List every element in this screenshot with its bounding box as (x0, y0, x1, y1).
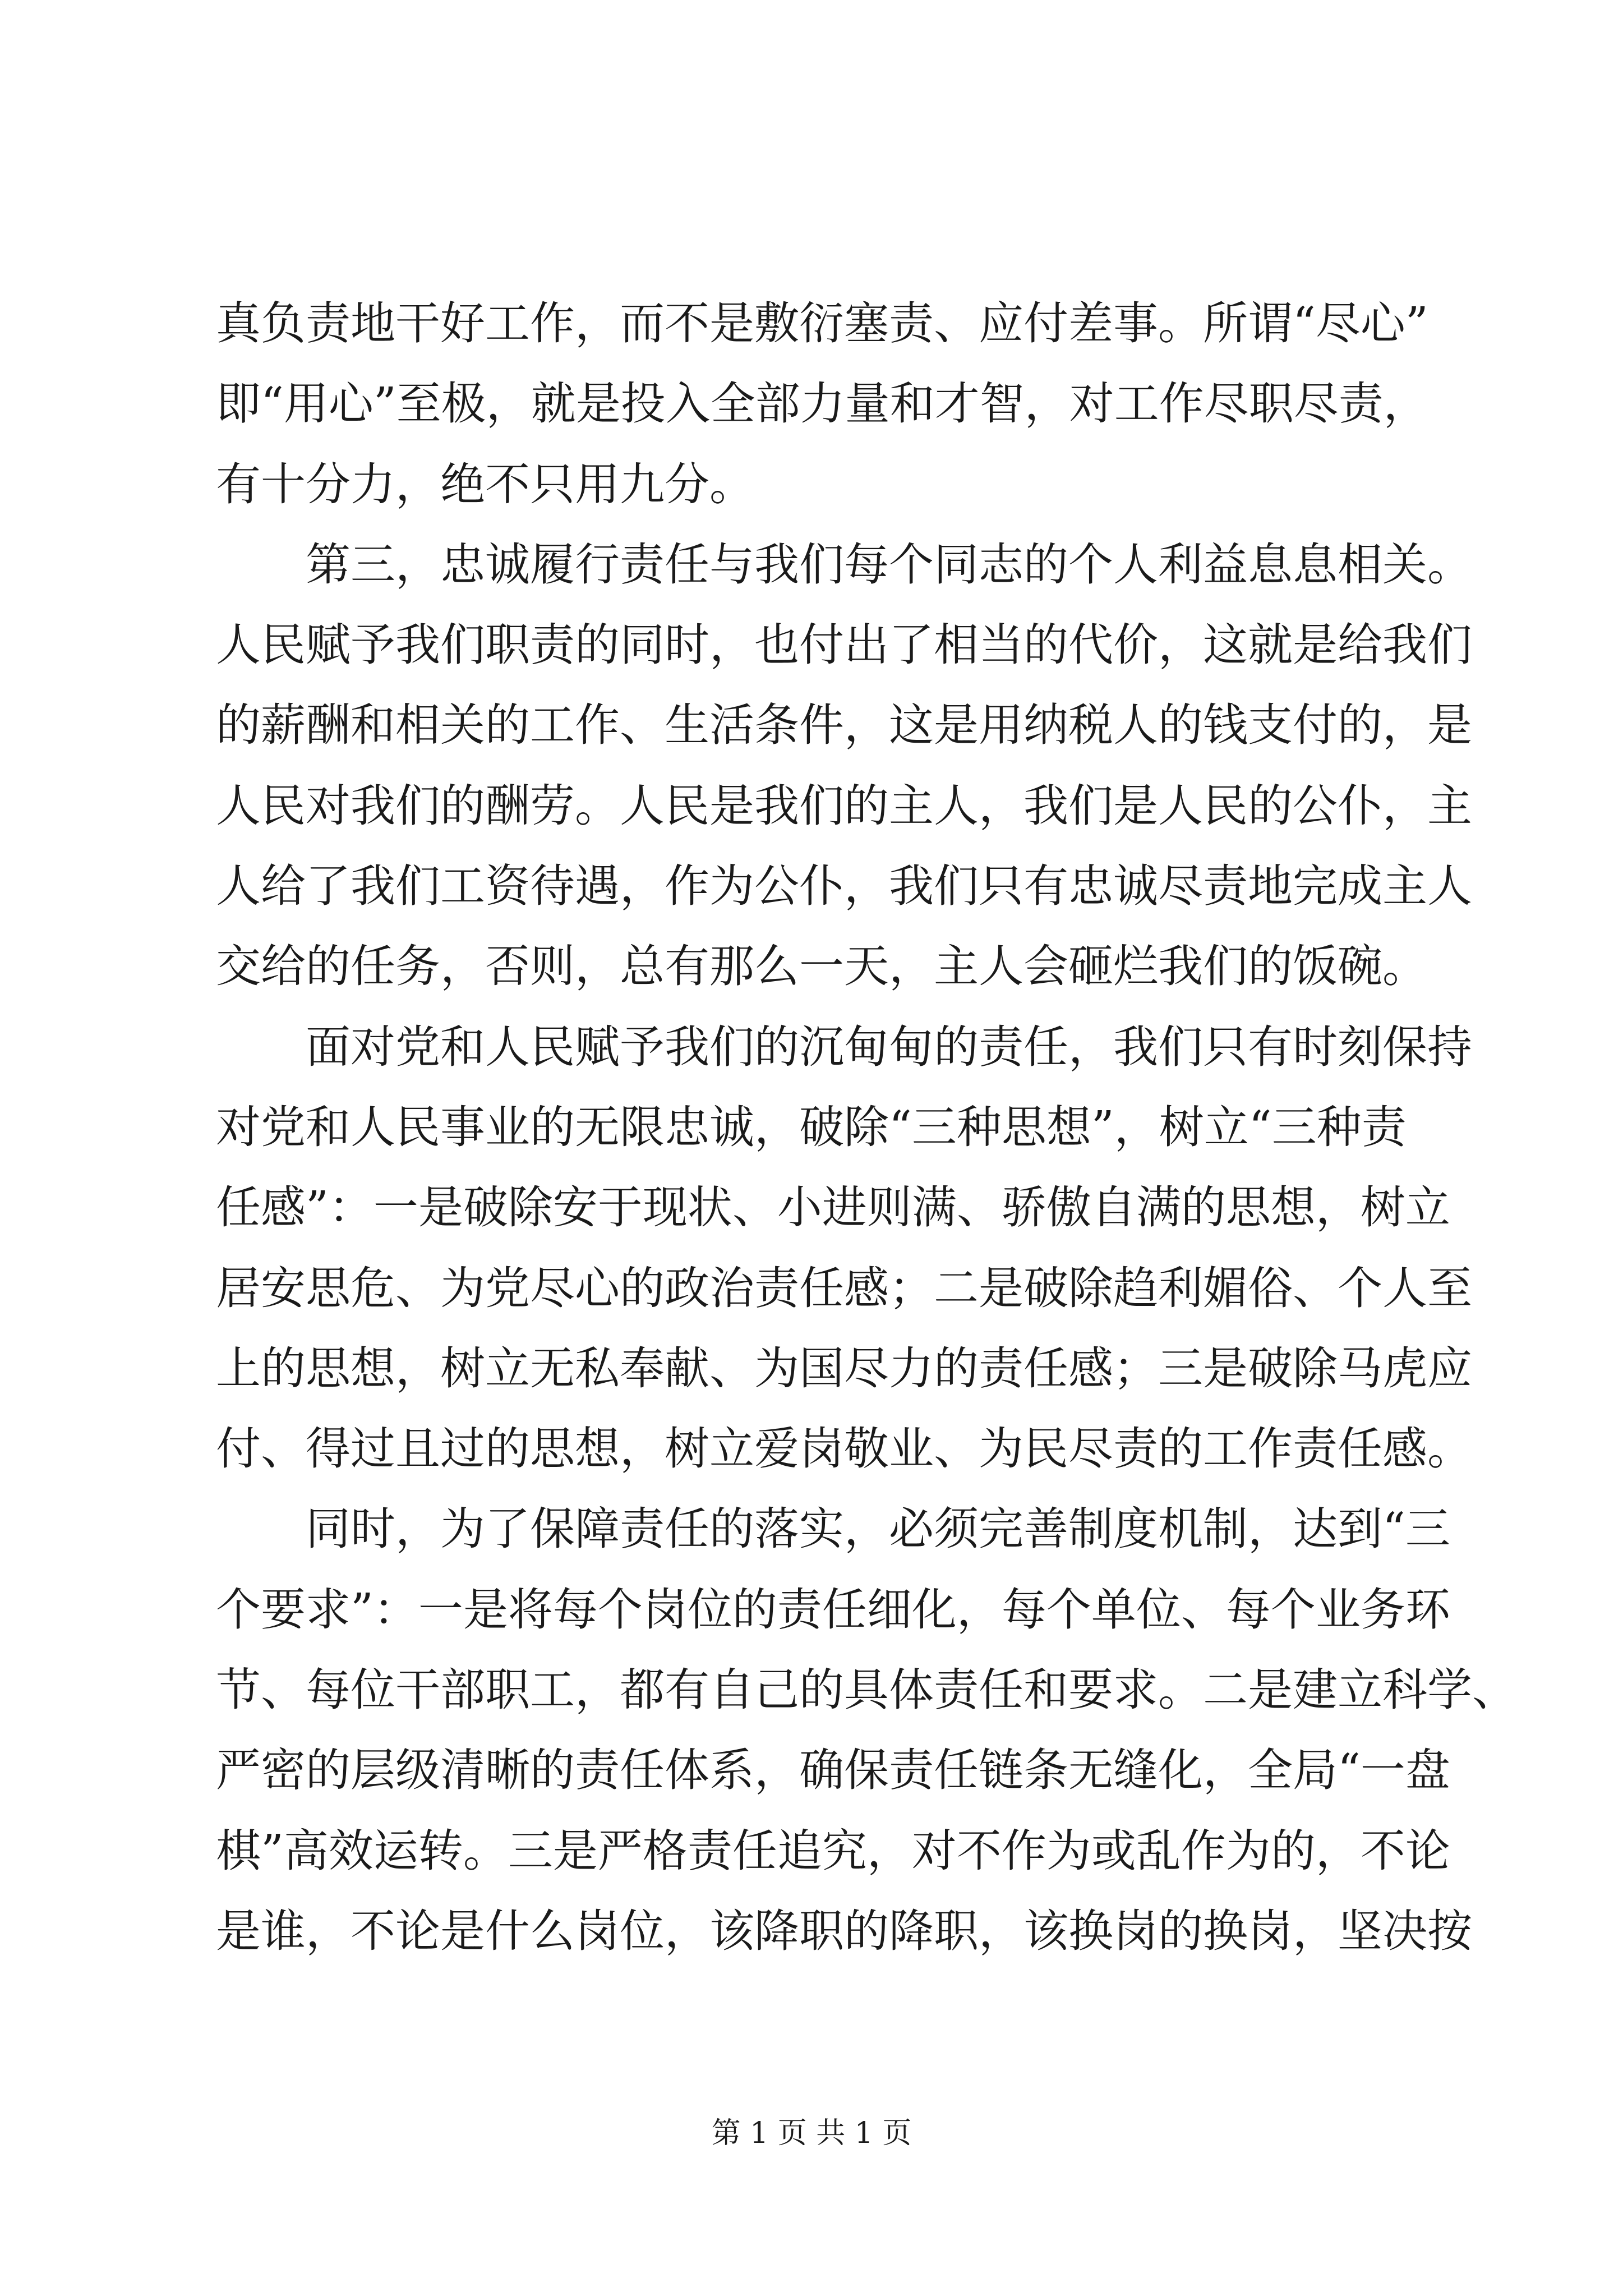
text-line: 对党和人民事业的无限忠诚，破除“三种思想”，树立“三种责 (216, 1101, 1407, 1153)
text-line: 真负责地干好工作，而不是敷衍塞责、应付差事。所谓“尽心” (216, 297, 1428, 349)
text-line: 人民赋予我们职责的同时，也付出了相当的代价，这就是给我们 (216, 619, 1472, 671)
text-line: 是谁，不论是什么岗位，该降职的降职，该换岗的换岗，坚决按 (216, 1904, 1472, 1957)
text-line: 上的思想，树立无私奉献、为国尽力的责任感；三是破除马虎应 (216, 1342, 1472, 1395)
text-line: 人民对我们的酬劳。人民是我们的主人，我们是人民的公仆，主 (216, 779, 1472, 832)
text-line: 居安思危、为党尽心的政治责任感；二是破除趋利媚俗、个人至 (216, 1262, 1472, 1314)
paragraph-start-line: 第三，忠诚履行责任与我们每个同志的个人利益息息相关。 (216, 538, 1472, 591)
paragraph-start-line: 面对党和人民赋予我们的沉甸甸的责任，我们只有时刻保持 (216, 1020, 1472, 1073)
paragraph-start-line: 同时，为了保障责任的落实，必须完善制度机制，达到“三 (216, 1503, 1450, 1556)
text-line: 的薪酬和相关的工作、生活条件，这是用纳税人的钱支付的，是 (216, 699, 1472, 752)
text-line: 严密的层级清晰的责任体系，确保责任链条无缝化，全局“一盘 (216, 1744, 1450, 1797)
text-line: 人给了我们工资待遇，作为公仆，我们只有忠诚尽责地完成主人 (216, 860, 1472, 913)
text-line: 即“用心”至极，就是投入全部力量和才智，对工作尽职尽责， (216, 378, 1428, 430)
document-body (216, 283, 1517, 1971)
text-line: 有十分力，绝不只用九分。 (216, 458, 754, 510)
page-number-label: 第 1 页 共 1 页 (711, 2116, 912, 2150)
text-line: 棋”高效运转。三是严格责任追究，对不作为或乱作为的，不论 (216, 1824, 1450, 1877)
text-line: 付、得过且过的思想，树立爱岗敬业、为民尽责的工作责任感。 (216, 1423, 1472, 1475)
text-line: 节、每位干部职工，都有自己的具体责任和要求。二是建立科学、 (216, 1664, 1517, 1717)
text-line: 个要求”：一是将每个岗位的责任细化，每个单位、每个业务环 (216, 1583, 1450, 1636)
text-line: 交给的任务，否则，总有那么一天，主人会砸烂我们的饭碗。 (216, 940, 1427, 993)
text-line: 任感”：一是破除安于现状、小进则满、骄傲自满的思想，树立 (216, 1181, 1450, 1234)
page-footer (0, 2109, 1623, 2151)
